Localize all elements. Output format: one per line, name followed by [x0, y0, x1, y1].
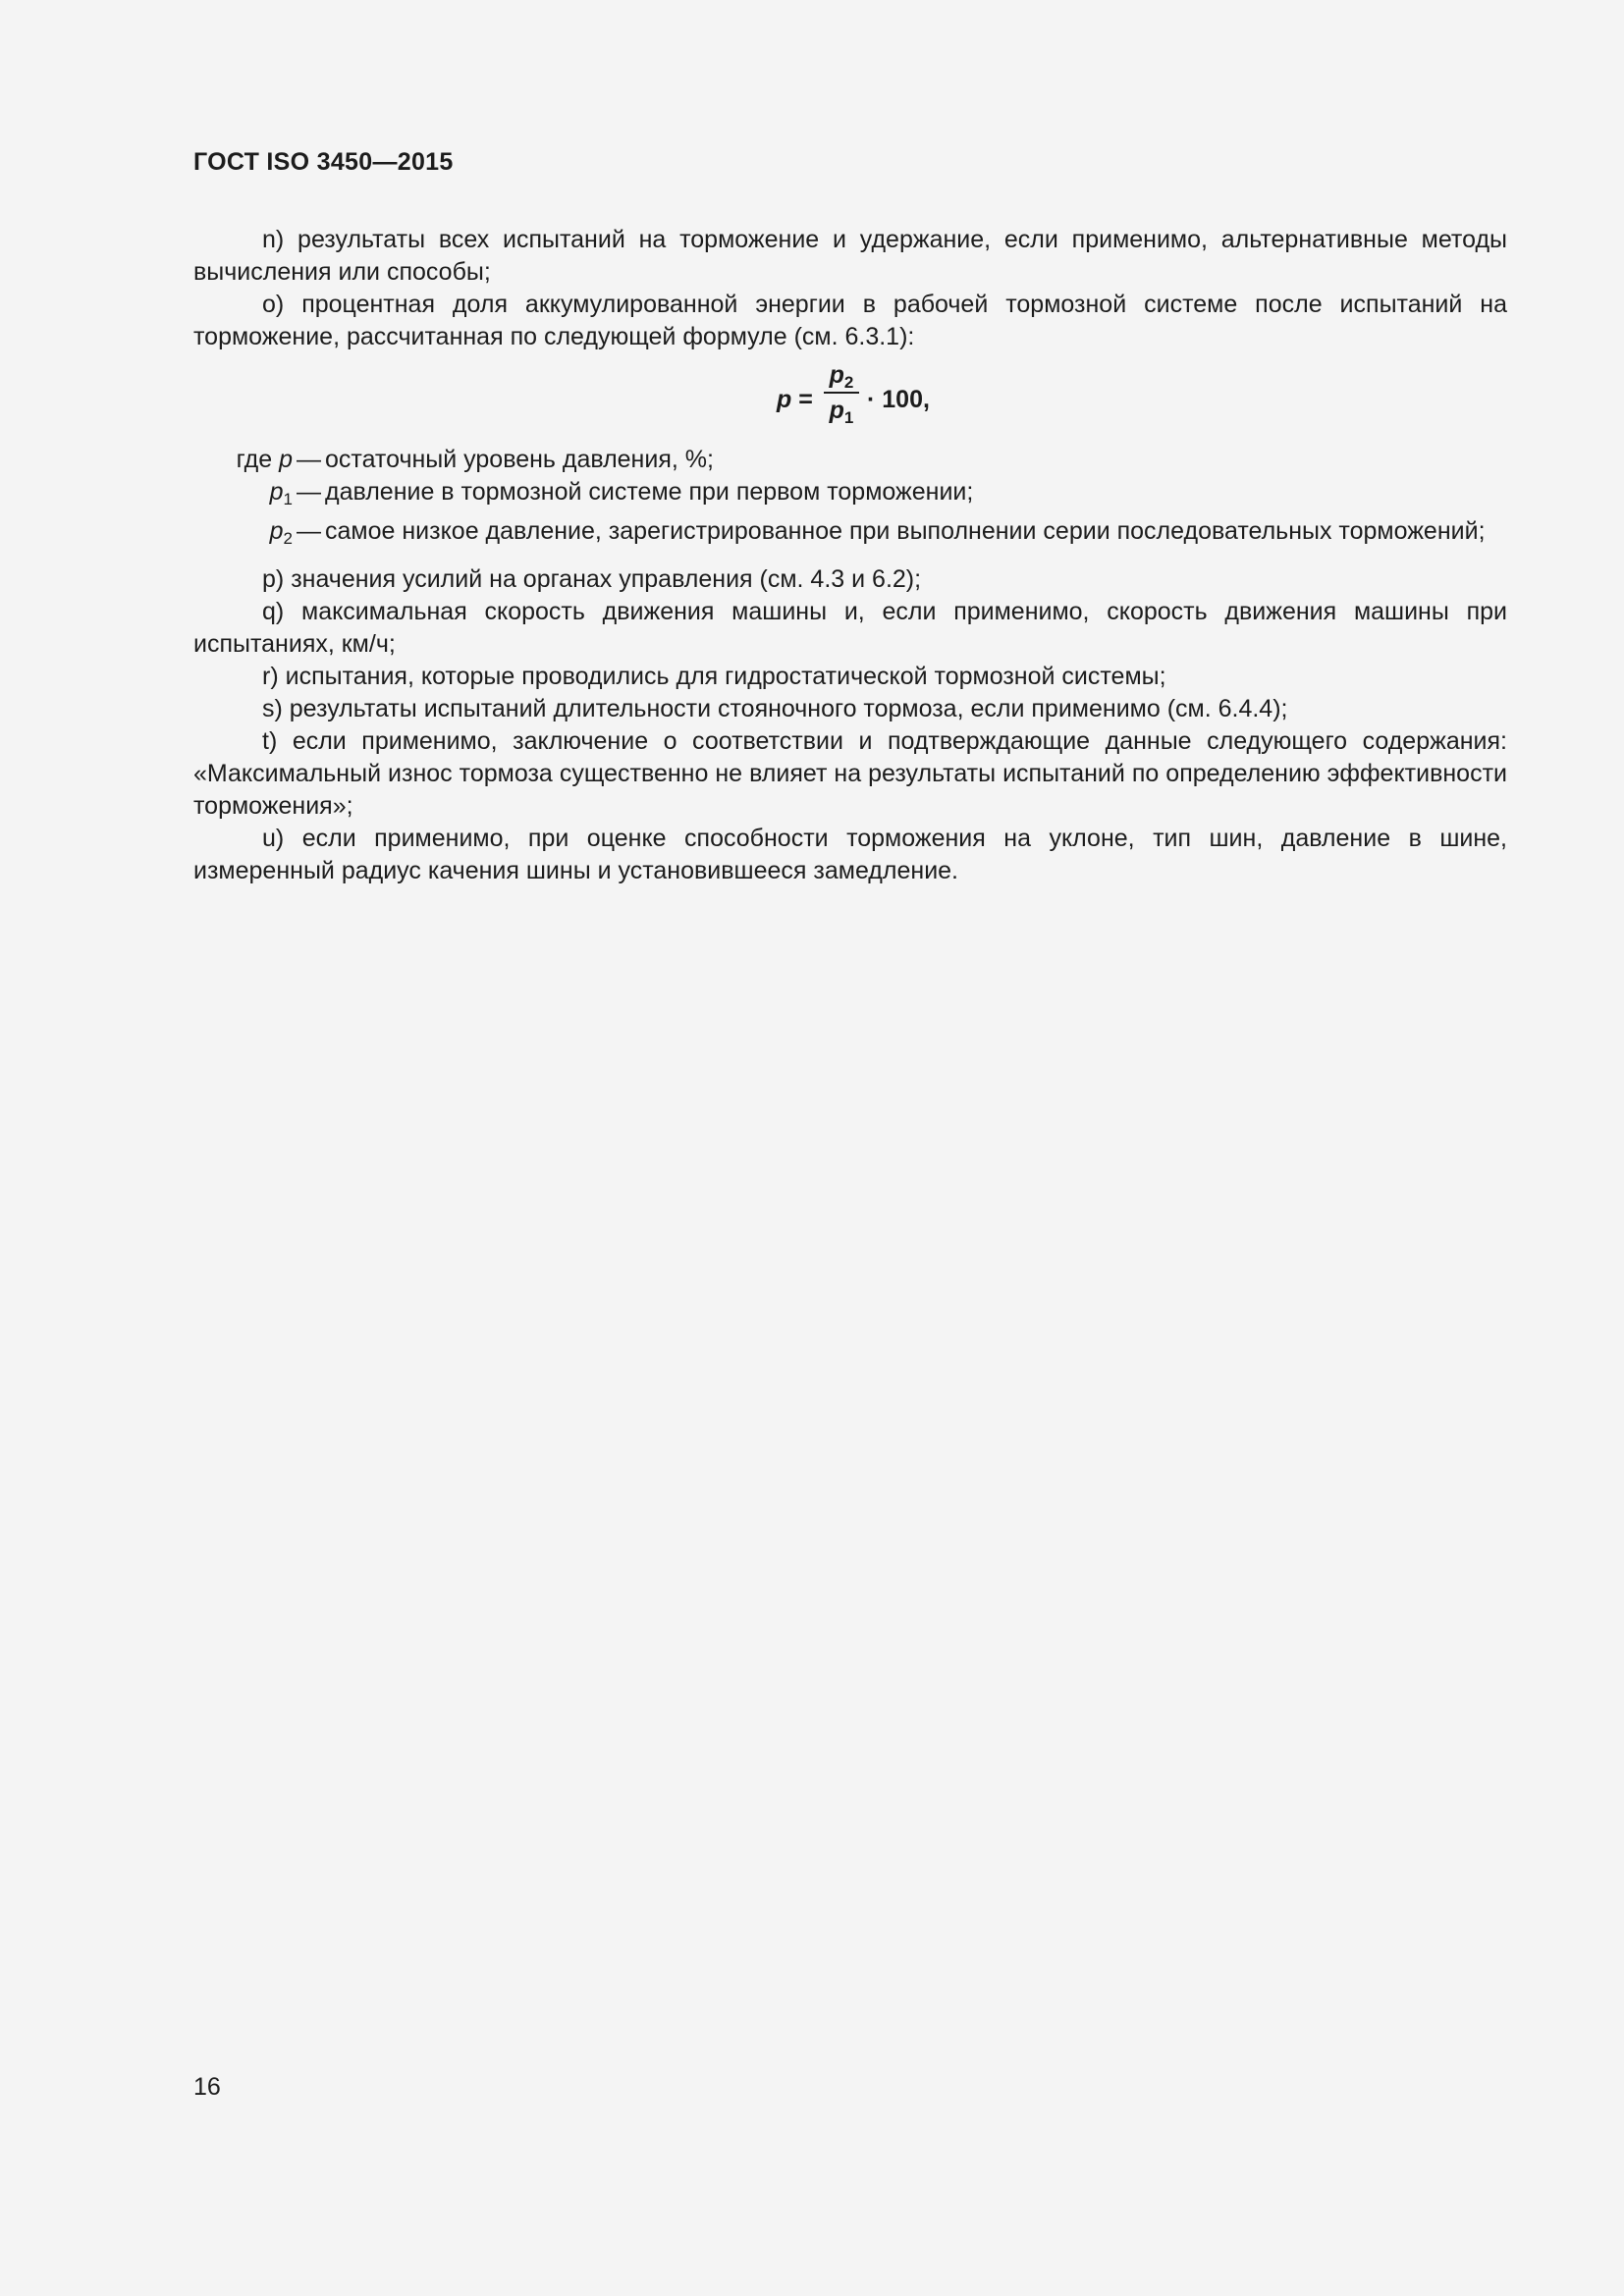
list-item-text: максимальная скорость движения машины и, если применимо, скорость движения машины при испытаниях, км/ч;: [193, 598, 1507, 658]
legend-var: p: [269, 478, 284, 506]
numerator-sub: 2: [843, 373, 854, 392]
fraction-bar: [824, 392, 859, 394]
formula-fraction: [824, 360, 859, 425]
list-item-letter: q): [262, 598, 285, 625]
list-item-o: [193, 289, 1507, 353]
legend-var: p: [279, 446, 293, 473]
list-item-s: [193, 693, 1507, 725]
list-item-letter: u): [262, 825, 285, 852]
formula-equals: =: [798, 386, 813, 413]
legend-symbol: [193, 444, 293, 476]
list-item-p: [193, 563, 1507, 596]
formula-rhs: · 100,: [867, 386, 930, 413]
list-item-letter: s): [262, 695, 283, 722]
standard-designation: ГОСТ ISO 3450—2015: [193, 148, 454, 176]
list-item-text: если применимо, заключение о соответствии и подтверждающие данные следующего содержания: «Максимальный износ тормоза существенно не влияет на результаты испытаний по определению эффективности торможения»;: [193, 727, 1507, 820]
page-number: 16: [193, 2073, 221, 2101]
formula-block: [193, 356, 1507, 442]
list-item-q: [193, 596, 1507, 661]
list-item-u: [193, 823, 1507, 887]
legend-row: [193, 476, 1507, 515]
formula-lhs-var: p: [777, 386, 792, 413]
list-after-formula: [193, 563, 1507, 887]
legend-dash: —: [297, 478, 321, 506]
list-item-letter: n): [262, 226, 285, 253]
legend-row: [193, 444, 1507, 476]
list-item-text: если применимо, при оценке способности торможения на уклоне, тип шин, давление в шине, измеренный радиус качения шины и установившееся замедление.: [193, 825, 1507, 884]
legend-text: давление в тормозной системе при первом торможении;: [325, 478, 974, 506]
list-item-text: испытания, которые проводились для гидростатической тормозной системы;: [285, 663, 1166, 690]
fraction-numerator: [824, 360, 859, 390]
list-item-letter: r): [262, 663, 279, 690]
numerator-var: p: [829, 361, 844, 389]
legend-dash: —: [297, 517, 321, 545]
list-item-text: результаты всех испытаний на торможение и удержание, если применимо, альтернативные методы вычисления или способы;: [193, 226, 1507, 286]
list-item-letter: t): [262, 727, 278, 755]
legend-lead: где: [236, 446, 273, 473]
legend-text: самое низкое давление, зарегистрированное при выполнении серии последовательных торможений;: [325, 517, 1486, 545]
denominator-sub: 1: [843, 408, 854, 427]
list-item-text: процентная доля аккумулированной энергии в рабочей тормозной системе после испытаний на торможение, рассчитанная по следующей формуле (см. 6.3.1):: [193, 291, 1507, 350]
legend-sub: 2: [283, 529, 293, 548]
list-item-n: [193, 224, 1507, 289]
page-content: [193, 224, 1507, 887]
legend-row: [193, 515, 1507, 555]
formula-lhs: [777, 384, 813, 416]
denominator-var: p: [829, 397, 844, 424]
list-item-letter: p): [262, 565, 285, 593]
legend-var: p: [269, 517, 284, 545]
legend-symbol: [193, 476, 293, 515]
list-item-letter: o): [262, 291, 285, 318]
legend-sub: 1: [283, 490, 293, 508]
legend-text: остаточный уровень давления, %;: [325, 446, 714, 473]
fraction-denominator: [824, 396, 859, 425]
list-item-text: результаты испытаний длительности стояночного тормоза, если применимо (см. 6.4.4);: [289, 695, 1288, 722]
legend-dash: —: [297, 446, 321, 473]
list-item-text: значения усилий на органах управления (см. 4.3 и 6.2);: [291, 565, 922, 593]
formula-legend: [193, 444, 1507, 555]
list-item-t: [193, 725, 1507, 823]
list-item-r: [193, 661, 1507, 693]
legend-symbol: [193, 515, 293, 555]
